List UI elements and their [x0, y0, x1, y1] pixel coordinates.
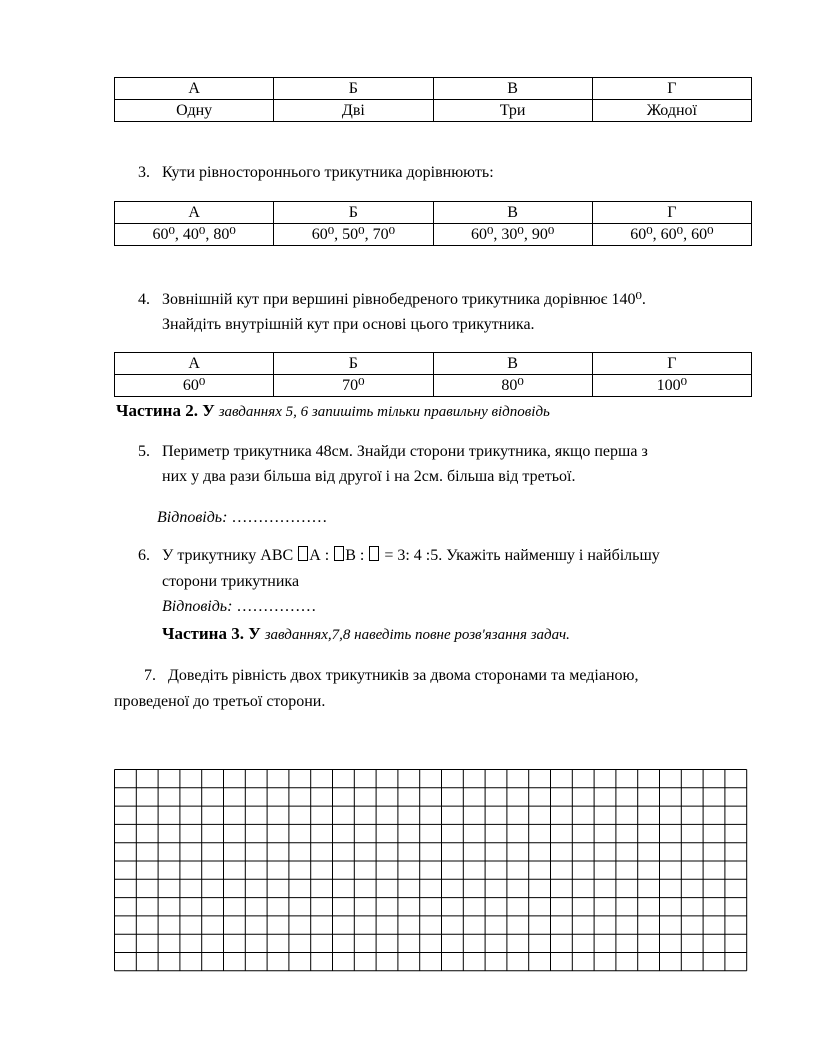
option-a-header: А [115, 353, 274, 375]
answer-5 [157, 508, 327, 528]
angle-symbol-icon [334, 546, 344, 561]
option-v-value: 60⁰, 30⁰, 90⁰ [433, 224, 592, 246]
option-g-header: Г [592, 353, 751, 375]
question-number: 7. [144, 667, 156, 684]
option-b-value: Дві [274, 100, 433, 122]
question-text-end: = 3: 4 :5. Укажіть найменшу і найбільшу [380, 547, 660, 564]
angle-a: А : [309, 547, 334, 564]
angle-symbol-icon [369, 546, 379, 561]
option-v-value: 80⁰ [433, 375, 592, 397]
question-text: Доведіть рівність двох трикутників за двома сторонами та медіаною, [168, 667, 639, 684]
option-b-value: 70⁰ [274, 375, 433, 397]
option-a-header: А [115, 78, 274, 100]
question-6 [138, 546, 660, 566]
question-number: 4. [138, 291, 150, 308]
answer-table-q3 [114, 201, 752, 246]
answer-table-q4 [114, 352, 752, 397]
answer-blank[interactable]: ……………… [231, 509, 328, 526]
question-number: 3. [138, 164, 150, 181]
question-7-line2: проведеної до третьої сторони. [114, 693, 326, 710]
option-g-header: Г [592, 202, 751, 224]
answer-label: Відповідь: [162, 598, 233, 615]
question-number: 5. [138, 443, 150, 460]
part-2-heading [116, 401, 550, 422]
question-7 [144, 666, 638, 686]
question-4 [138, 290, 646, 310]
option-b-value: 60⁰, 50⁰, 70⁰ [274, 224, 433, 246]
question-text-start: У трикутнику АВС [162, 547, 298, 564]
option-a-value: Одну [115, 100, 274, 122]
option-a-header: А [115, 202, 274, 224]
part-3-heading [162, 624, 570, 645]
option-g-value: 60⁰, 60⁰, 60⁰ [592, 224, 751, 246]
part-2-title: Частина 2. У [116, 401, 215, 420]
question-number: 6. [138, 547, 150, 564]
option-b-header: Б [274, 78, 433, 100]
option-a-value: 60⁰, 40⁰, 80⁰ [115, 224, 274, 246]
part-3-instruction: завданнях,7,8 наведіть повне розв'язання задач. [264, 627, 570, 643]
question-text: Периметр трикутника 48см. Знайди сторони трикутника, якщо перша з [162, 443, 648, 460]
question-3 [138, 163, 494, 183]
option-g-value: Жодної [592, 100, 751, 122]
option-g-value: 100⁰ [592, 375, 751, 397]
option-v-header: В [433, 353, 592, 375]
part-2-instruction: завданнях 5, 6 запишіть тільки правильну відповідь [218, 404, 550, 420]
question-5-line2: них у два рази більша від другої і на 2см. більша від третьої. [162, 468, 576, 485]
answer-6 [162, 597, 316, 617]
option-v-header: В [433, 78, 592, 100]
angle-symbol-icon [298, 546, 308, 561]
option-v-value: Три [433, 100, 592, 122]
question-4-line2: Знайдіть внутрішній кут при основі цього трикутника. [162, 316, 535, 333]
answer-label: Відповідь: [157, 509, 228, 526]
answer-table-q2 [114, 77, 752, 122]
option-g-header: Г [592, 78, 751, 100]
option-b-header: Б [274, 353, 433, 375]
option-v-header: В [433, 202, 592, 224]
answer-grid[interactable] [114, 769, 748, 972]
option-b-header: Б [274, 202, 433, 224]
question-6-line2: сторони трикутника [162, 573, 300, 590]
question-5 [138, 442, 648, 462]
question-text: Зовнішній кут при вершині рівнобедреного трикутника дорівнює 140⁰. [162, 291, 646, 308]
part-3-title: Частина 3. У [162, 624, 261, 643]
option-a-value: 60⁰ [115, 375, 274, 397]
angle-b: В : [345, 547, 369, 564]
question-text: Кути рівностороннього трикутника дорівнюють: [162, 164, 494, 181]
answer-blank[interactable]: …………… [236, 598, 317, 615]
